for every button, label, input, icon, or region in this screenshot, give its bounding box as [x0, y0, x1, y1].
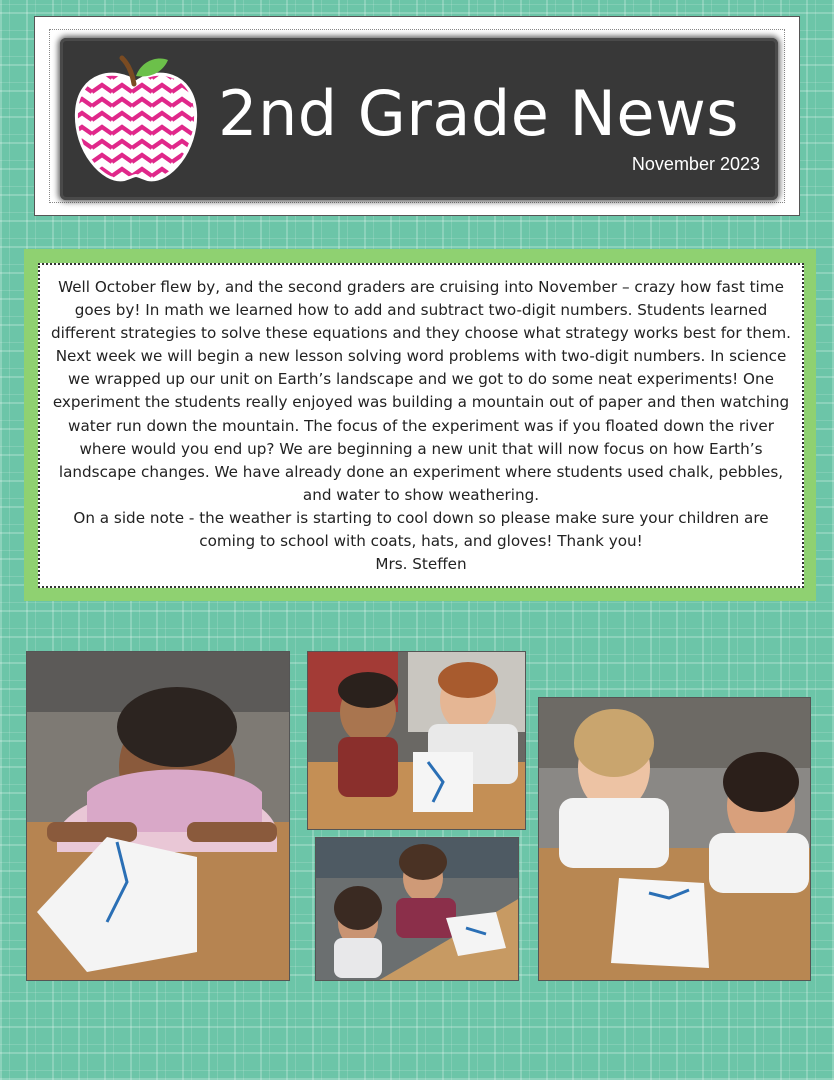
letter-signature: Mrs. Steffen: [375, 555, 467, 574]
newsletter-title: 2nd Grade News: [218, 77, 740, 150]
photo-two-boys-at-desk: [307, 651, 526, 830]
chevron-apple-icon: [72, 54, 200, 184]
photo-student-with-paper-mountain: [26, 651, 290, 981]
photo-two-girls-at-desk: [315, 837, 519, 981]
letter-body: Well October flew by, and the second graders are cruising into November – crazy how fast time goes by! In math we learned how to add and subtract two-digit numbers. Students learned different strategies to solve these equations and they choose what strategy works best for them. Next week we will begin a new lesson solving word problems with two-digit numbers. In science we wrapped up our unit on Earth’s landscape and we got to do some neat experiments! One experiment the students really enjoyed was building a mountain out of paper and then watching water run down the mountain. The focus of the experiment was if you floated down the river where would you end up? We are beginning a new unit that will now focus on how Earth’s landscape changes. We have already done an experiment where students used chalk, pebbles, and water to show weathering.: [51, 278, 791, 504]
letter-box: [38, 263, 804, 588]
photo-girls-with-paper-mountain: [538, 697, 811, 981]
letter-note: On a side note - the weather is starting to cool down so please make sure your children are coming to school with coats, hats, and gloves! Thank you!: [73, 508, 769, 551]
newsletter-date: November 2023: [631, 154, 760, 174]
